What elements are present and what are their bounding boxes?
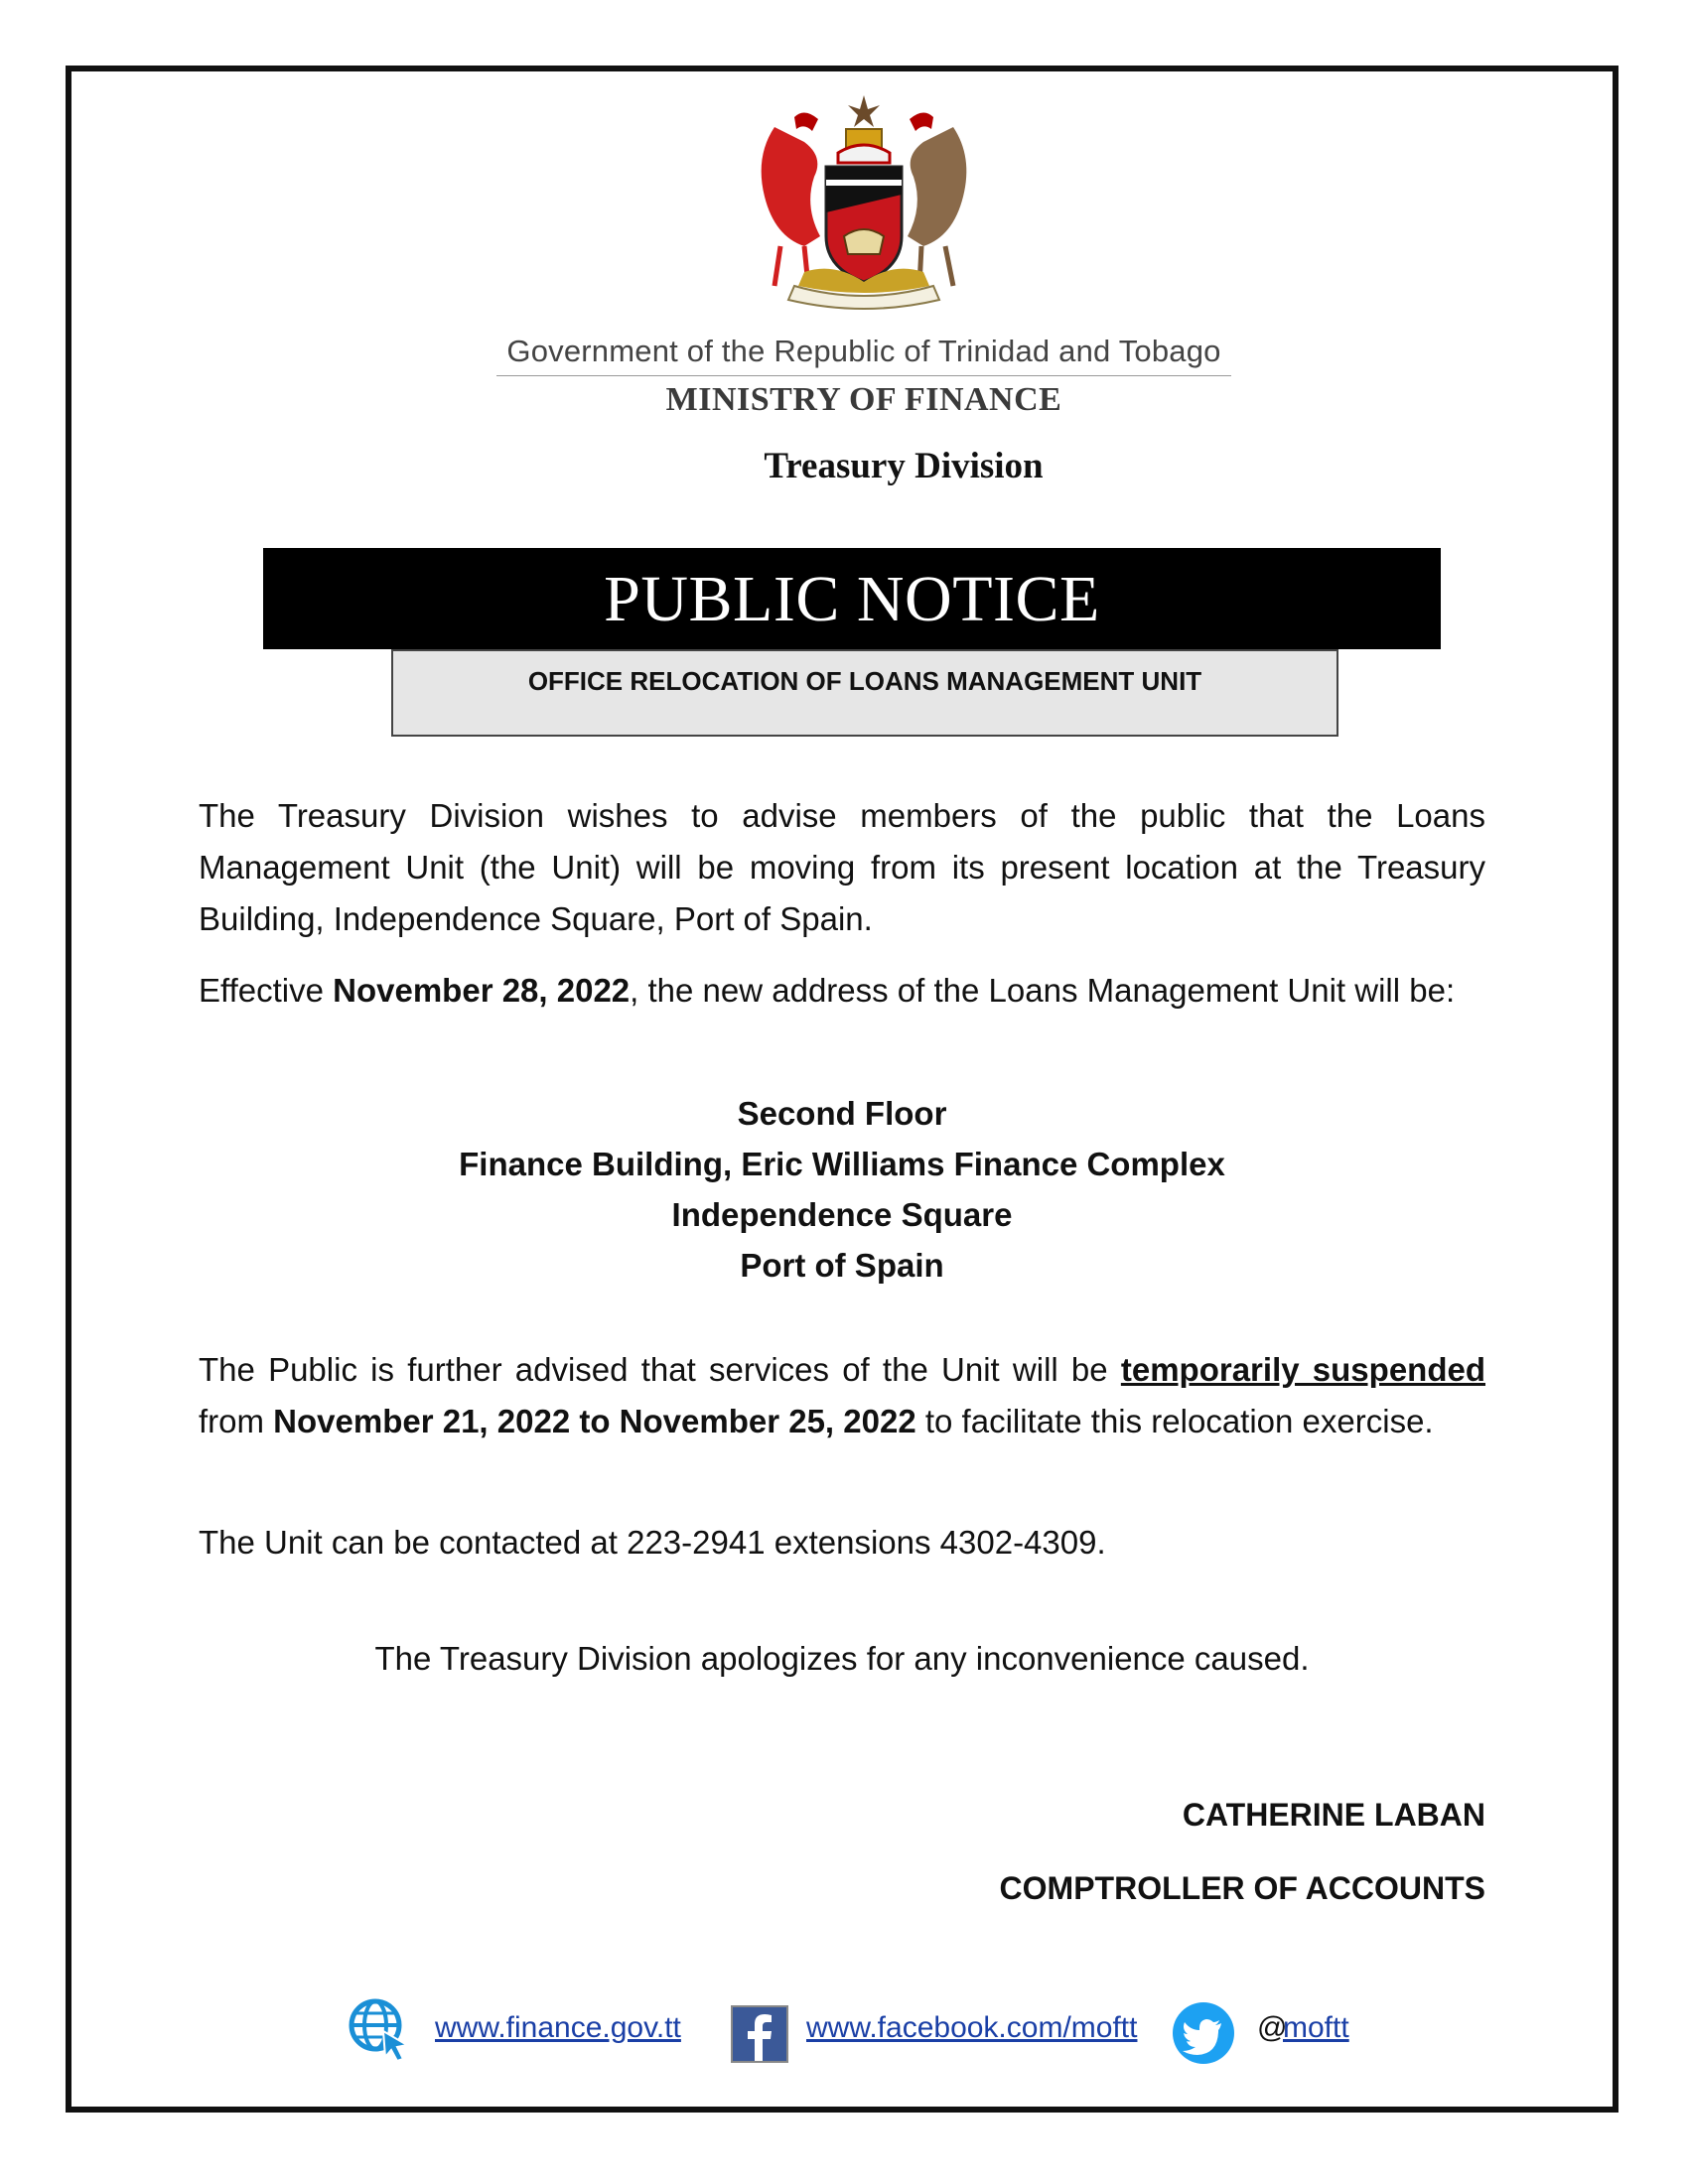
notice-subtitle: OFFICE RELOCATION OF LOANS MANAGEMENT UNIT	[391, 649, 1338, 737]
text-fragment: to facilitate this relocation exercise.	[915, 1403, 1434, 1439]
ministry-heading: MINISTRY OF FINANCE	[665, 381, 1062, 418]
address-line: Independence Square	[671, 1196, 1013, 1233]
twitter-handle-link[interactable]: moftt	[1283, 2011, 1349, 2044]
paragraph-contact: The Unit can be contacted at 223-2941 extensions 4302-4309.	[199, 1524, 1106, 1561]
paragraph-effective-date	[199, 965, 1485, 1017]
facebook-link[interactable]: www.facebook.com/moftt	[806, 2011, 1138, 2044]
divider	[496, 375, 1231, 376]
paragraph-relocation: The Treasury Division wishes to advise members of the public that the Loans Management Unit (the Unit) will be moving from its present location at the Treasury Building, Independence Square, Port of Spain.	[199, 797, 1485, 937]
facebook-icon	[731, 2005, 788, 2063]
twitter-at-sign: @	[1257, 2011, 1288, 2044]
suspension-dates: November 21, 2022 to November 25, 2022	[273, 1403, 916, 1439]
division-heading: Treasury Division	[764, 446, 1044, 486]
address-line: Second Floor	[737, 1095, 947, 1132]
address-line: Finance Building, Eric Williams Finance Complex	[459, 1146, 1225, 1182]
globe-icon	[348, 1997, 411, 2061]
signatory-name: CATHERINE LABAN	[1182, 1797, 1485, 1833]
address-line: Port of Spain	[740, 1247, 944, 1284]
text-fragment: , the new address of the Loans Management Unit will be:	[630, 972, 1456, 1009]
government-heading: Government of the Republic of Trinidad and Tobago	[506, 334, 1221, 368]
notice-title: PUBLIC NOTICE	[263, 548, 1441, 649]
text-fragment: from	[199, 1403, 274, 1439]
text-fragment: Effective	[199, 972, 334, 1009]
coat-of-arms-icon	[735, 87, 993, 316]
new-address	[298, 1088, 1386, 1291]
twitter-icon	[1172, 2001, 1235, 2065]
apology-text: The Treasury Division apologizes for any inconvenience caused.	[374, 1640, 1310, 1677]
website-link[interactable]: www.finance.gov.tt	[435, 2011, 681, 2044]
paragraph-suspension	[199, 1344, 1485, 1447]
text-fragment: The Public is further advised that services of the Unit will be	[199, 1351, 1121, 1388]
effective-date: November 28, 2022	[333, 972, 631, 1009]
signatory-title: COMPTROLLER OF ACCOUNTS	[999, 1870, 1485, 1906]
suspension-emphasis: temporarily suspended	[1120, 1351, 1485, 1388]
